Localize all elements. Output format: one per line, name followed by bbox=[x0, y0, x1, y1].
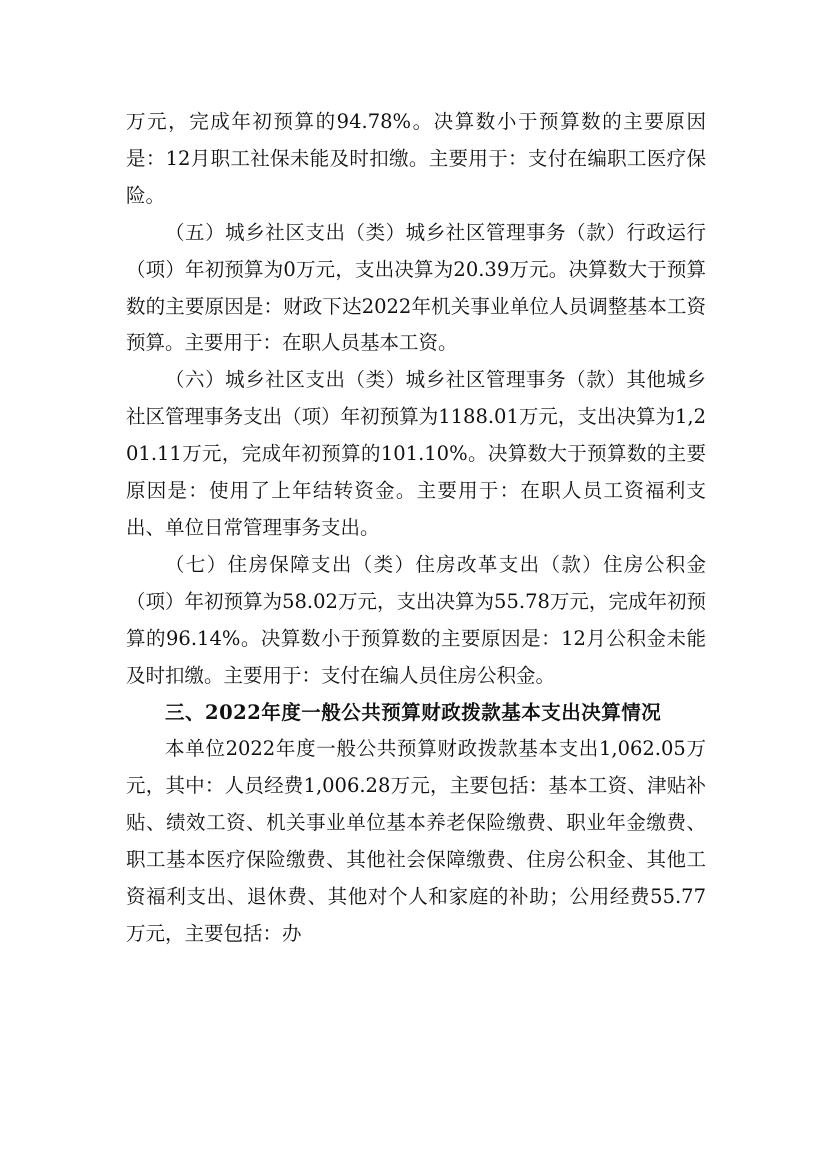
paragraph-urban-rural-admin-operation: （五）城乡社区支出（类）城乡社区管理事务（款）行政运行（项）年初预算为0万元，支出决算为20.39万元。决算数大于预算数的主要原因是：财政下达2022年机关事业单位人员调整基本工资预算。主要用于：在职人员基本工资。 bbox=[126, 220, 706, 355]
paragraph-basic-expenditure-summary: 本单位2022年度一般公共预算财政拨款基本支出1,062.05万元，其中：人员经费1,006.28万元，主要包括：基本工资、津贴补贴、绩效工资、机关事业单位基本养老保险缴费、职业年金缴费、职工基本医疗保险缴费、其他社会保障缴费、住房公积金、其他工资福利支出、退休费、其他对个人和家庭的补助；公用经费55.77万元，主要包括：办 bbox=[126, 737, 706, 945]
paragraph-medical-insurance-continued: 万元，完成年初预算的94.78%。决算数小于预算数的主要原因是：12月职工社保未能及时扣缴。主要用于：支付在编职工医疗保险。 bbox=[126, 110, 706, 207]
document-body bbox=[126, 104, 706, 953]
paragraph-housing-provident-fund: （七）住房保障支出（类）住房改革支出（款）住房公积金（项）年初预算为58.02万元，支出决算为55.78万元，完成年初预算的96.14%。决算数小于预算数的主要原因是：12月公积金未能及时扣缴。主要用于：支付在编人员住房公积金。 bbox=[126, 552, 706, 687]
paragraph-urban-rural-other-affairs: （六）城乡社区支出（类）城乡社区管理事务（款）其他城乡社区管理事务支出（项）年初预算为1188.01万元，支出决算为1,201.11万元，完成年初预算的101.10%。决算数大于预算数的主要原因是：使用了上年结转资金。主要用于：在职人员工资福利支出、单位日常管理事务支出。 bbox=[126, 368, 706, 539]
section-heading-basic-expenditure: 三、2022年度一般公共预算财政拨款基本支出决算情况 bbox=[165, 700, 662, 724]
